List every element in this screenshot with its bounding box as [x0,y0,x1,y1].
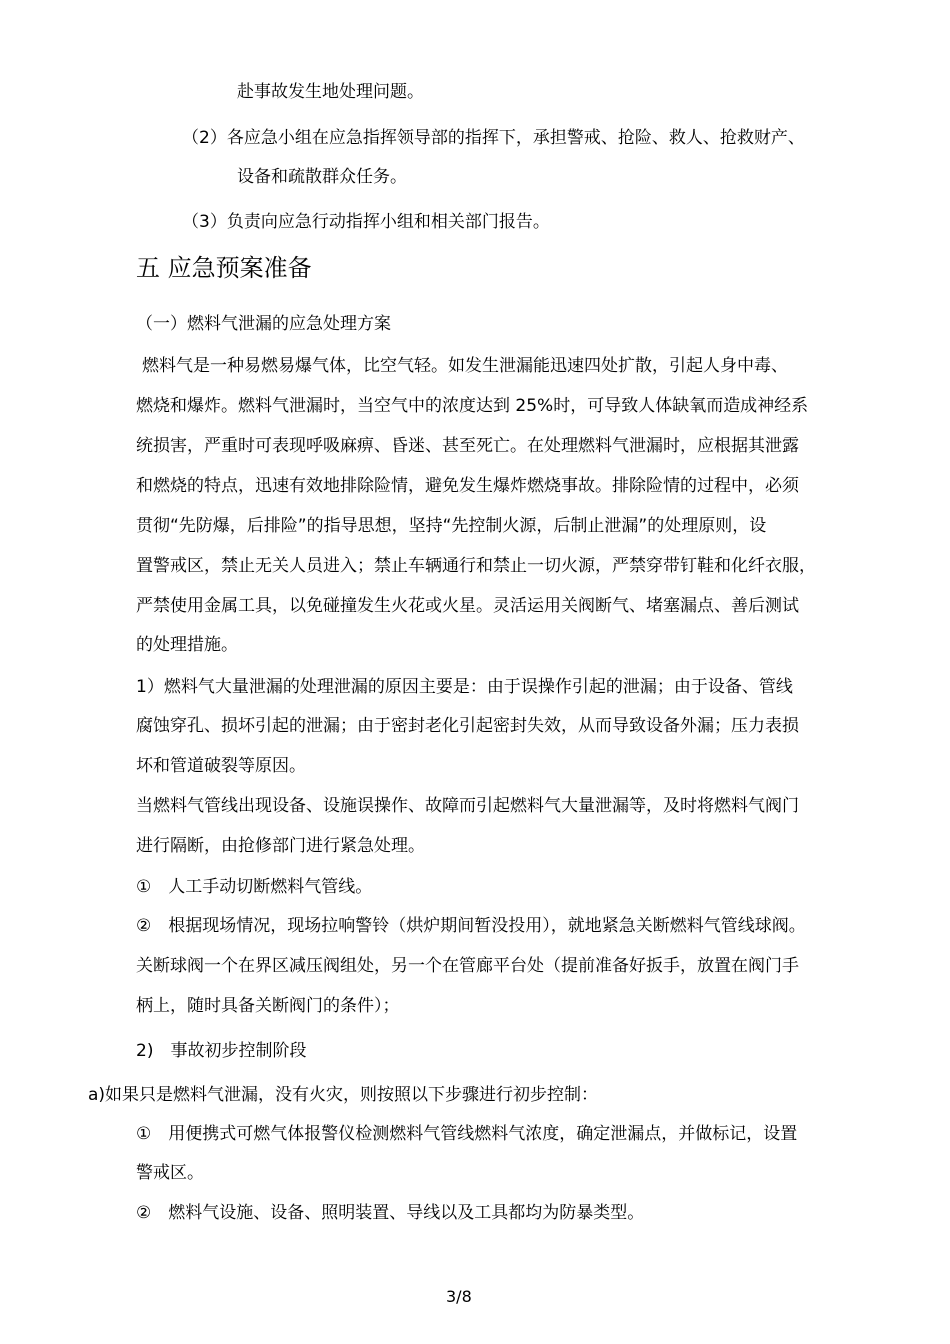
text-line-11: 置警戒区，禁止无关人员进入；禁止车辆通行和禁止一切火源，严禁穿带钉鞋和化纤衣服， [136,556,816,576]
text-line-10: 贯彻“先防爆，后排险”的指导思想，坚持“先控制火源，后制止泄漏”的处理原则，设 [136,516,767,536]
text-line-14: 1）燃料气大量泄漏的处理泄漏的原因主要是：由于误操作引起的泄漏；由于设备、管线 [136,677,793,697]
text-line-9: 和燃烧的特点，迅速有效地排除险情，避免发生爆炸燃烧事故。排除险情的过程中，必须 [136,476,799,496]
page-number: 3/8 [446,1287,472,1306]
text-line-7: 燃烧和爆炸。燃料气泄漏时，当空气中的浓度达到 25%时，可导致人体缺氧而造成神经系 [136,396,809,416]
text-line-22: 柄上，随时具备关断阀门的条件）； [136,996,400,1016]
text-line-4: （3）负责向应急行动指挥小组和相关部门报告。 [182,212,550,232]
text-line-27: ② 燃料气设施、设备、照明装置、导线以及工具都均为防暴类型。 [136,1203,645,1223]
text-line-25: ① 用便携式可燃气体报警仪检测燃料气管线燃料气浓度，确定泄漏点，并做标记，设置 [136,1124,798,1144]
text-line-16: 坏和管道破裂等原因。 [136,756,306,776]
text-line-13: 的处理措施。 [136,635,238,655]
text-line-24: a)如果只是燃料气泄漏，没有火灾，则按照以下步骤进行初步控制： [88,1085,599,1105]
text-line-17: 当燃料气管线出现设备、设施误操作、故障而引起燃料气大量泄漏等，及时将燃料气阀门 [136,796,799,816]
text-line-8: 统损害，严重时可表现呼吸麻痹、昏迷、甚至死亡。在处理燃料气泄漏时，应根据其泄露 [136,436,799,456]
text-line-21: 关断球阀一个在界区减压阀组处，另一个在管廊平台处（提前准备好扳手，放置在阀门手 [136,956,799,976]
text-line-3: 设备和疏散群众任务。 [237,167,407,187]
text-line-1: 赴事故发生地处理问题。 [237,82,424,102]
subsection-heading: （一）燃料气泄漏的应急处理方案 [136,314,391,334]
text-line-15: 腐蚀穿孔、损坏引起的泄漏；由于密封老化引起密封失效，从而导致设备外漏；压力表损 [136,716,799,736]
text-line-12: 严禁使用金属工具，以免碰撞发生火花或火星。灵活运用关阀断气、堵塞漏点、善后测试 [136,596,799,616]
section-heading: 五 应急预案准备 [136,254,312,282]
text-line-18: 进行隔断，由抢修部门进行紧急处理。 [136,836,425,856]
text-line-6: 燃料气是一种易燃易爆气体，比空气轻。如发生泄漏能迅速四处扩散，引起人身中毒、 [142,356,788,376]
text-line-19: ① 人工手动切断燃料气管线。 [136,877,373,897]
text-line-26: 警戒区。 [136,1163,204,1183]
text-line-2: （2）各应急小组在应急指挥领导部的指挥下，承担警戒、抢险、救人、抢救财产、 [182,128,805,148]
text-line-23: 2) 事故初步控制阶段 [136,1041,307,1061]
text-line-20: ② 根据现场情况，现场拉响警铃（烘炉期间暂没投用），就地紧急关断燃料气管线球阀。 [136,916,806,936]
